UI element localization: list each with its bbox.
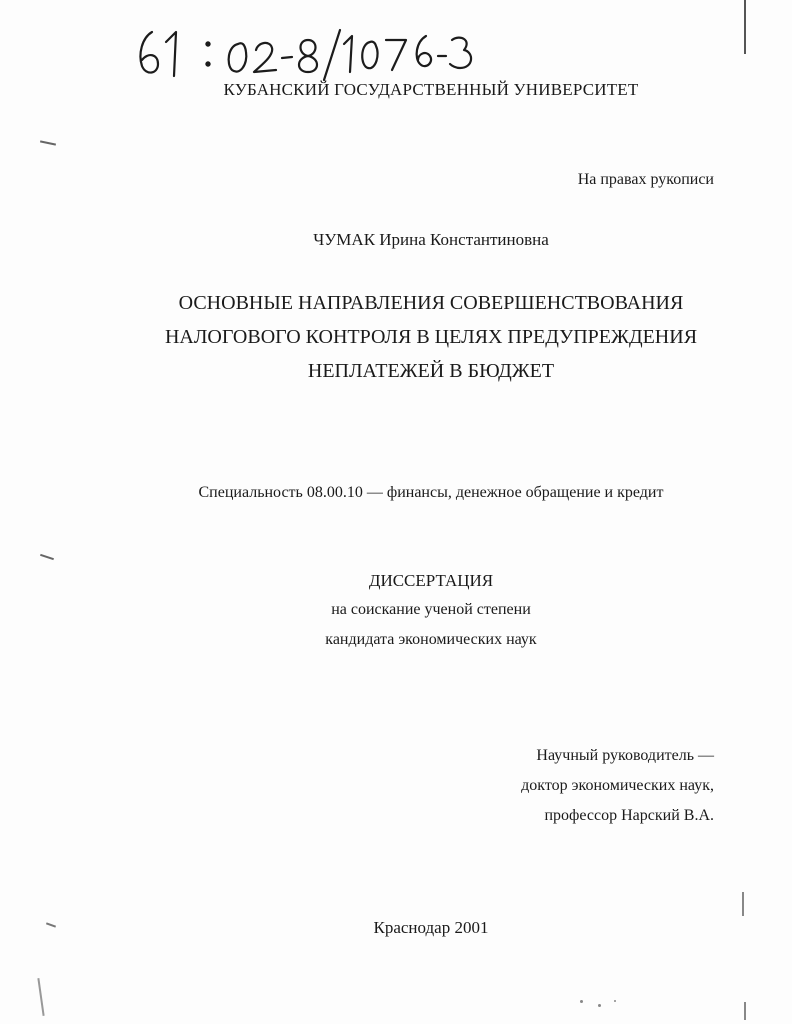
dissertation-heading: ДИССЕРТАЦИЯ bbox=[368, 571, 494, 590]
advisor-line: доктор экономических наук, bbox=[521, 777, 714, 794]
scan-mark bbox=[742, 892, 744, 916]
dissertation-line: на соискание ученой степени bbox=[331, 601, 531, 618]
scan-mark bbox=[744, 0, 746, 54]
dissertation-line: кандидата экономических наук bbox=[325, 631, 537, 648]
scan-mark bbox=[37, 978, 44, 1016]
manuscript-note: На правах рукописи bbox=[577, 171, 714, 188]
handwritten-catalog-code bbox=[130, 14, 480, 84]
thesis-title-line: НАЛОГОВОГО КОНТРОЛЯ В ЦЕЛЯХ ПРЕДУПРЕЖДЕНИЯ bbox=[164, 326, 698, 348]
advisor-line: Научный руководитель — bbox=[536, 747, 714, 764]
thesis-title-line: ОСНОВНЫЕ НАПРАВЛЕНИЯ СОВЕРШЕНСТВОВАНИЯ bbox=[178, 292, 684, 314]
scan-mark bbox=[744, 1002, 746, 1020]
scan-mark bbox=[40, 554, 54, 560]
scan-mark bbox=[580, 1000, 583, 1003]
advisor-line: профессор Нарский В.А. bbox=[544, 807, 714, 824]
scan-mark bbox=[598, 1004, 601, 1007]
scan-mark bbox=[40, 140, 56, 145]
specialty: Специальность 08.00.10 — финансы, денежное обращение и кредит bbox=[198, 484, 664, 501]
scan-mark bbox=[614, 1000, 616, 1002]
place-year: Краснодар 2001 bbox=[373, 918, 489, 937]
author-name: ЧУМАК Ирина Константиновна bbox=[313, 230, 549, 249]
thesis-title-line: НЕПЛАТЕЖЕЙ В БЮДЖЕТ bbox=[307, 360, 555, 382]
university-name: КУБАНСКИЙ ГОСУДАРСТВЕННЫЙ УНИВЕРСИТЕТ bbox=[223, 80, 639, 99]
